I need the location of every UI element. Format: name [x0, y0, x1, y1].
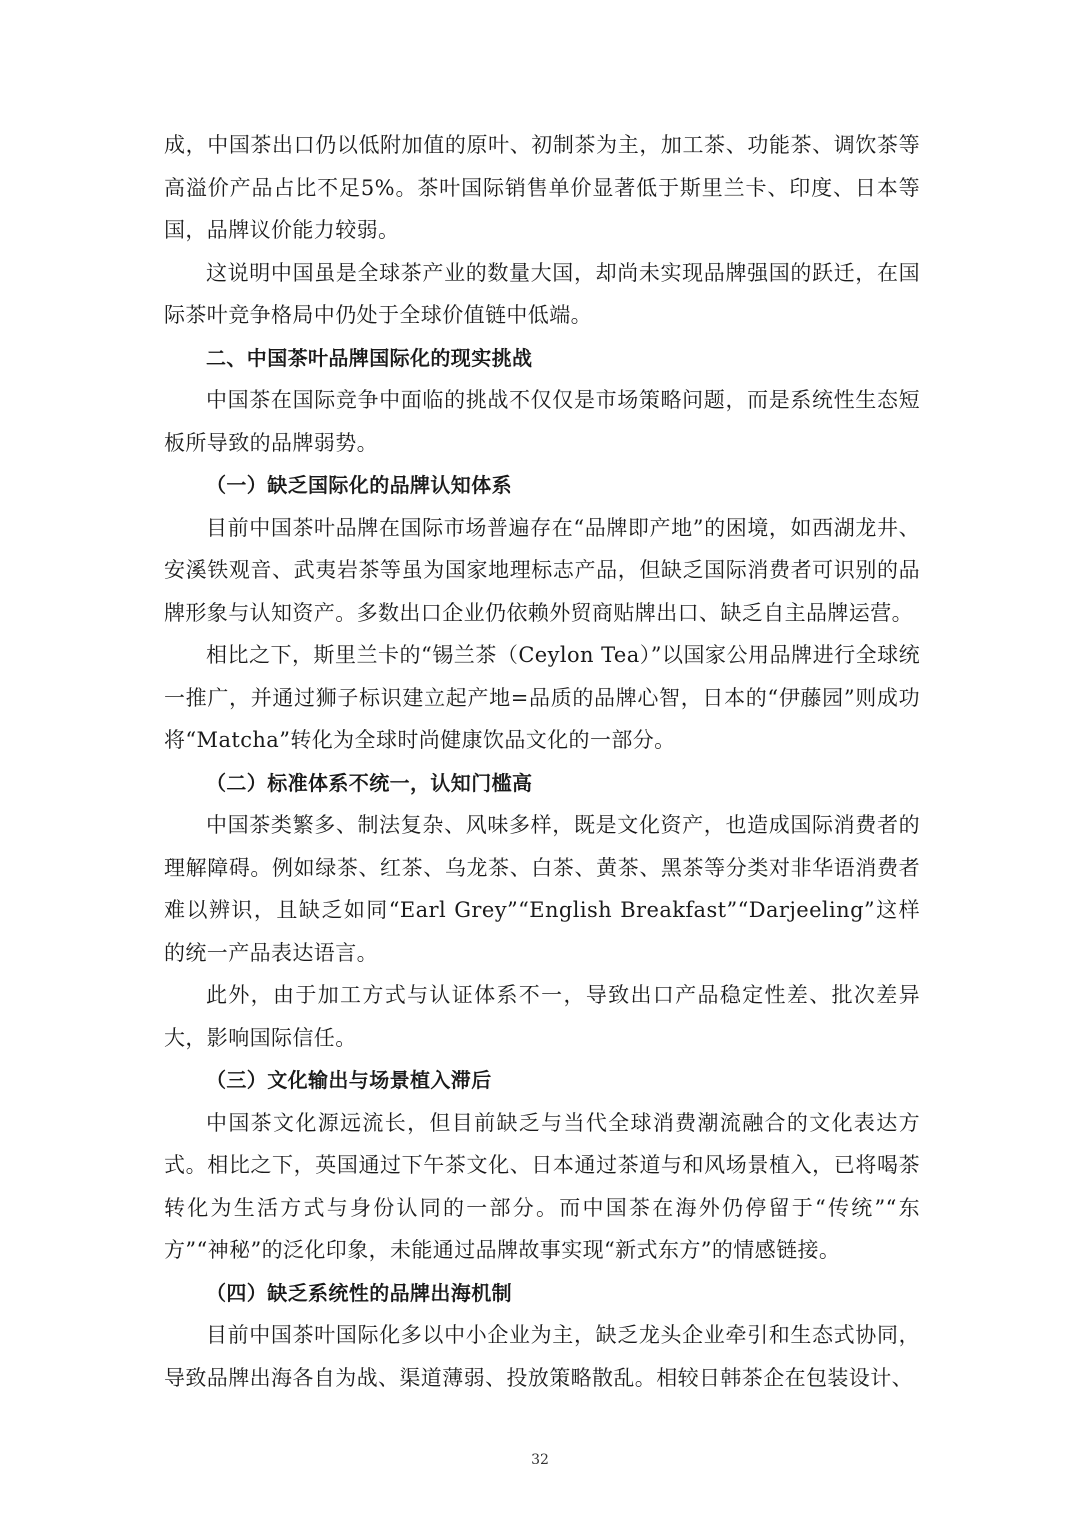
subsection-heading: （三）文化输出与场景植入滞后	[206, 1068, 492, 1092]
paragraph: 中国茶类繁多、制法复杂、风味多样，既是文化资产，也造成国际消费者的理解障碍。例如绿茶、红茶、乌龙茶、白茶、黄茶、黑茶等分类对非华语消费者难以辨识，且缺乏如同“Earl Grey”“English Breakfast”“Darjeeling”这样的统一产品表达语言。	[164, 813, 920, 965]
paragraph: 这说明中国虽是全球茶产业的数量大国，却尚未实现品牌强国的跃迁，在国际茶叶竞争格局中仍处于全球价值链中低端。	[164, 260, 920, 327]
paragraph: 中国茶在国际竞争中面临的挑战不仅仅是市场策略问题，而是系统性生态短板所导致的品牌弱势。	[164, 388, 920, 455]
paragraph: 目前中国茶叶国际化多以中小企业为主，缺乏龙头企业牵引和生态式协同，导致品牌出海各自为战、渠道薄弱、投放策略散乱。相较日韩茶企在包装设计、	[164, 1323, 920, 1390]
paragraph: 成，中国茶出口仍以低附加值的原叶、初制茶为主，加工茶、功能茶、调饮茶等高溢价产品占比不足5%。茶叶国际销售单价显著低于斯里兰卡、印度、日本等国，品牌议价能力较弱。	[164, 133, 920, 242]
subsection-heading: （二）标准体系不统一，认知门槛高	[206, 770, 533, 795]
paragraph: 相比之下，斯里兰卡的“锡兰茶（Ceylon Tea）”以国家公用品牌进行全球统一推广，并通过狮子标识建立起产地=品质的品牌心智，日本的“伊藤园”则成功将“Matcha”转化为全球时尚健康饮品文化的一部分。	[164, 643, 920, 752]
paragraph: 此外，由于加工方式与认证体系不一，导致出口产品稳定性差、批次差异大，影响国际信任。	[164, 983, 920, 1050]
subsection-heading: （一）缺乏国际化的品牌认知体系	[206, 473, 512, 497]
page-number: 32	[531, 1452, 549, 1468]
subsection-heading: （四）缺乏系统性的品牌出海机制	[206, 1280, 512, 1305]
section-heading: 二、中国茶叶品牌国际化的现实挑战	[206, 345, 533, 370]
paragraph: 目前中国茶叶品牌在国际市场普遍存在“品牌即产地”的困境，如西湖龙井、安溪铁观音、武夷岩茶等虽为国家地理标志产品，但缺乏国际消费者可识别的品牌形象与认知资产。多数出口企业仍依赖外贸商贴牌出口、缺乏自主品牌运营。	[164, 515, 920, 625]
paragraph: 中国茶文化源远流长，但目前缺乏与当代全球消费潮流融合的文化表达方式。相比之下，英国通过下午茶文化、日本通过茶道与和风场景植入，已将喝茶转化为生活方式与身份认同的一部分。而中国茶在海外仍停留于“传统”“东方”“神秘”的泛化印象，未能通过品牌故事实现“新式东方”的情感链接。	[164, 1110, 920, 1262]
page-body	[164, 124, 920, 1399]
